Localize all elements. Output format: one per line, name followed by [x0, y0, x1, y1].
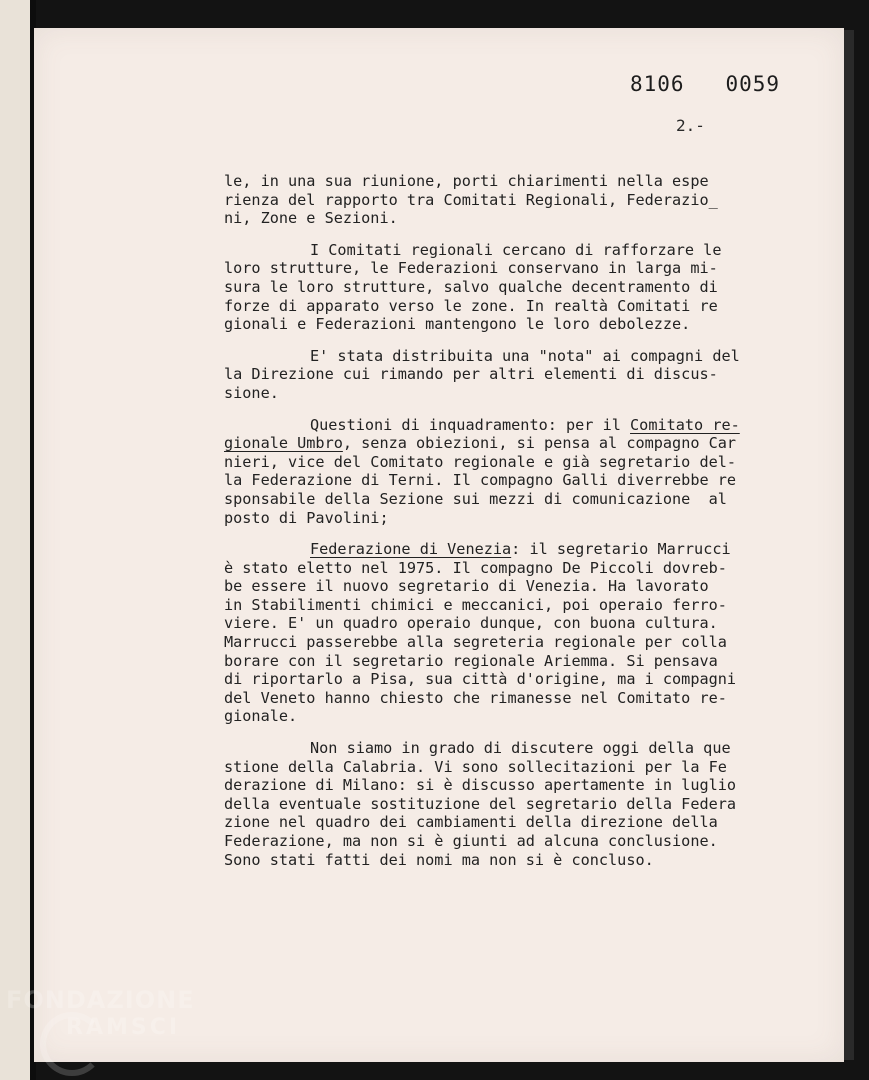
text-line	[224, 278, 784, 297]
paragraph	[224, 172, 784, 228]
paragraph	[224, 241, 784, 334]
text-segment: in Stabilimenti chimici e meccanici, poi operaio ferro-	[224, 595, 727, 614]
text-line	[224, 191, 784, 210]
text-segment: rienza del rapporto tra Comitati Regionali, Federazio_	[224, 190, 718, 209]
text-segment: posto di Pavolini;	[224, 508, 389, 527]
text-segment: be essere il nuovo segretario di Venezia. Ha lavorato	[224, 577, 709, 596]
text-line	[224, 509, 784, 528]
text-line	[224, 434, 784, 453]
text-line	[224, 758, 784, 777]
text-segment: gionale.	[224, 707, 298, 726]
page-number: 2.-	[676, 116, 705, 135]
text-line	[224, 795, 784, 814]
text-line	[224, 297, 784, 316]
paragraph	[224, 416, 784, 528]
text-segment: della eventuale sostituzione del segretario della Federa	[224, 794, 737, 813]
text-segment: : il segretario Marrucci	[511, 540, 731, 559]
text-segment: del Veneto hanno chiesto che rimanesse nel Comitato re-	[224, 688, 727, 707]
text-line	[224, 577, 784, 596]
text-line	[224, 416, 784, 435]
binder-strip	[0, 0, 32, 1080]
text-segment: di riportarlo a Pisa, sua città d'origine, ma i compagni	[224, 670, 737, 689]
text-segment: viere. E' un quadro operaio dunque, con buona cultura.	[224, 614, 718, 633]
text-line	[224, 209, 784, 228]
text-segment: Federazione, ma non si è giunti ad alcuna conclusione.	[224, 832, 718, 850]
paragraph	[224, 739, 784, 869]
archive-code: 8106 0059	[630, 72, 781, 96]
text-segment: ni, Zone e Sezioni.	[224, 209, 398, 228]
text-line	[224, 670, 784, 689]
text-segment: sione.	[224, 383, 279, 402]
text-line	[224, 490, 784, 509]
text-segment: le, in una sua riunione, porti chiarimenti nella espe	[224, 172, 709, 190]
text-segment: Marrucci passerebbe alla segreteria regionale per colla	[224, 633, 727, 652]
text-line	[224, 832, 784, 851]
text-segment: borare con il segretario regionale Ariemma. Si pensava	[224, 651, 718, 670]
text-line	[224, 689, 784, 708]
paragraph	[224, 347, 784, 403]
text-segment: loro strutture, le Federazioni conservano in larga mi-	[224, 259, 718, 278]
underlined-text: Federazione di Venezia	[310, 540, 512, 559]
text-line	[224, 652, 784, 671]
body-text	[224, 172, 784, 882]
watermark-line-2: RAMSCI	[66, 1015, 181, 1040]
text-line	[224, 315, 784, 334]
text-segment: la Direzione cui rimando per altri elementi di discus-	[224, 365, 718, 384]
text-line	[224, 707, 784, 726]
text-line	[224, 453, 784, 472]
text-line	[224, 384, 784, 403]
text-line	[224, 259, 784, 278]
text-segment: E' stata distribuita una "nota" ai compagni del	[310, 346, 740, 365]
text-line	[224, 241, 784, 260]
text-line	[224, 172, 784, 191]
underlined-text: Comitato re-	[630, 415, 740, 434]
text-line	[224, 596, 784, 615]
paragraph	[224, 540, 784, 726]
page-edge	[844, 30, 854, 1060]
text-segment: è stato eletto nel 1975. Il compagno De Piccoli dovreb-	[224, 558, 727, 577]
text-segment: la Federazione di Terni. Il compagno Galli diverrebbe re	[224, 471, 737, 490]
text-line	[224, 851, 784, 870]
text-line	[224, 633, 784, 652]
text-segment: , senza obiezioni, si pensa al compagno Car	[342, 434, 737, 453]
text-line	[224, 739, 784, 758]
watermark-line-1: FONDAZIONE	[6, 986, 195, 1014]
text-line	[224, 813, 784, 832]
text-line	[224, 540, 784, 559]
text-line	[224, 365, 784, 384]
text-segment: Questioni di inquadramento: per il	[310, 415, 631, 434]
text-segment: derazione di Milano: si è discusso apertamente in luglio	[224, 776, 737, 795]
text-segment: sponsabile della Sezione sui mezzi di comunicazione al	[224, 489, 727, 508]
text-line	[224, 559, 784, 578]
text-segment: nieri, vice del Comitato regionale e già segretario del-	[224, 452, 737, 471]
text-line	[224, 347, 784, 366]
text-segment: zione nel quadro dei cambiamenti della direzione della	[224, 813, 718, 832]
text-segment: stione della Calabria. Vi sono sollecitazioni per la Fe	[224, 757, 727, 776]
text-segment: I Comitati regionali cercano di rafforzare le	[310, 240, 722, 259]
text-segment: sura le loro strutture, salvo qualche decentramento di	[224, 277, 718, 296]
text-line	[224, 471, 784, 490]
watermark	[6, 986, 195, 1042]
text-segment: gionali e Federazioni mantengono le loro debolezze.	[224, 315, 691, 334]
text-segment: Sono stati fatti dei nomi ma non si è concluso.	[224, 850, 654, 869]
text-line	[224, 614, 784, 633]
underlined-text: gionale Umbro	[224, 434, 343, 453]
text-line	[224, 776, 784, 795]
text-segment: Non siamo in grado di discutere oggi della que	[310, 739, 731, 758]
text-segment: forze di apparato verso le zone. In realtà Comitati re	[224, 296, 718, 315]
